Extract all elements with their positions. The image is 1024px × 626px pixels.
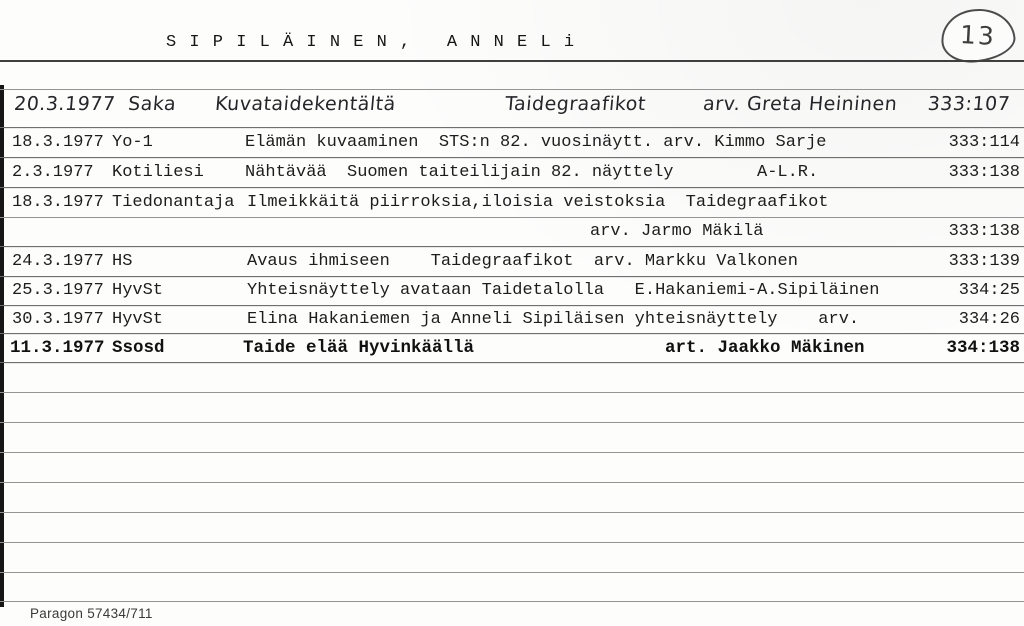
entry-row xyxy=(0,132,1024,158)
ruled-line xyxy=(0,482,1024,483)
entry-reviewer: arv. Greta Heininen xyxy=(702,93,899,115)
title-underline-rule xyxy=(0,60,1024,62)
entry-row xyxy=(0,309,1024,335)
entry-date: 25.3.1977 xyxy=(12,281,104,300)
page-number-circle xyxy=(938,5,1017,65)
entry-reviewer: art. Jaakko Mäkinen xyxy=(665,338,865,358)
entry-row xyxy=(0,337,1024,363)
entry-title: Nähtävää Suomen taiteilijain 82. näyttely xyxy=(245,163,674,182)
entry-ref: 333:139 xyxy=(948,252,1020,271)
ruled-line xyxy=(0,392,1024,393)
ruled-line xyxy=(0,452,1024,453)
entry-title: Kuvataidekentältä xyxy=(214,93,397,115)
entry-title: Elämän kuvaaminen STS:n 82. vuosinäytt. arv. Kimmo Sarje xyxy=(245,133,827,152)
entry-subject: Taidegraafikot xyxy=(504,93,647,115)
entry-source: Saka xyxy=(127,93,178,115)
ruled-line xyxy=(0,422,1024,423)
entry-reviewer: A-L.R. xyxy=(757,163,819,182)
entry-source: HS xyxy=(112,252,133,271)
page-number: 13 xyxy=(959,20,997,51)
entry-source: Kotiliesi xyxy=(112,163,204,182)
entry-date: 11.3.1977 xyxy=(10,338,105,358)
ruled-line xyxy=(0,601,1024,602)
entry-source: Tiedonantaja xyxy=(112,193,235,212)
entry-source: HyvSt xyxy=(112,310,164,329)
entry-ref: 334:26 xyxy=(958,310,1020,329)
entry-title: Yhteisnäyttely avataan Taidetalolla E.Hakaniemi-A.Sipiläinen xyxy=(247,281,880,300)
entry-row xyxy=(0,251,1024,277)
entry-title: Taide elää Hyvinkäällä xyxy=(243,338,475,358)
entry-ref: 334:25 xyxy=(958,281,1020,300)
entry-row xyxy=(0,192,1024,218)
entry-date: 2.3.1977 xyxy=(12,163,94,182)
entry-ref: 333:114 xyxy=(948,133,1020,152)
card-stock-imprint: Paragon 57434/711 xyxy=(30,606,153,621)
ruled-line xyxy=(0,512,1024,513)
entry-row xyxy=(0,162,1024,188)
ruled-line xyxy=(0,542,1024,543)
entry-reviewer: arv. Jarmo Mäkilä xyxy=(590,222,764,241)
ruled-line xyxy=(0,127,1024,128)
entry-row xyxy=(0,280,1024,306)
entry-ref: 333:138 xyxy=(948,222,1020,241)
entry-ref: 333:107 xyxy=(926,93,1012,115)
entry-title: Ilmeikkäitä piirroksia,iloisia veistoksia Taidegraafikot xyxy=(247,193,829,212)
entry-ref: 333:138 xyxy=(948,163,1020,182)
entry-date: 30.3.1977 xyxy=(12,310,104,329)
card-title: S I P I L Ä I N E N , A N N E L i xyxy=(166,33,576,52)
entry-source: Yo-1 xyxy=(112,133,153,152)
entry-row-handwritten xyxy=(0,93,1024,119)
entry-row-continuation xyxy=(0,221,1024,247)
entry-source: Ssosd xyxy=(112,338,165,358)
ruled-line xyxy=(0,89,1024,90)
entry-source: HyvSt xyxy=(112,281,164,300)
entry-date: 20.3.1977 xyxy=(13,93,117,115)
entry-title: Avaus ihmiseen Taidegraafikot arv. Markku Valkonen xyxy=(247,252,798,271)
entry-date: 24.3.1977 xyxy=(12,252,104,271)
entry-ref: 334:138 xyxy=(946,338,1020,358)
entry-date: 18.3.1977 xyxy=(12,193,104,212)
entry-title: Elina Hakaniemen ja Anneli Sipiläisen yhteisnäyttely arv. xyxy=(247,310,860,329)
ruled-line xyxy=(0,572,1024,573)
entry-date: 18.3.1977 xyxy=(12,133,104,152)
